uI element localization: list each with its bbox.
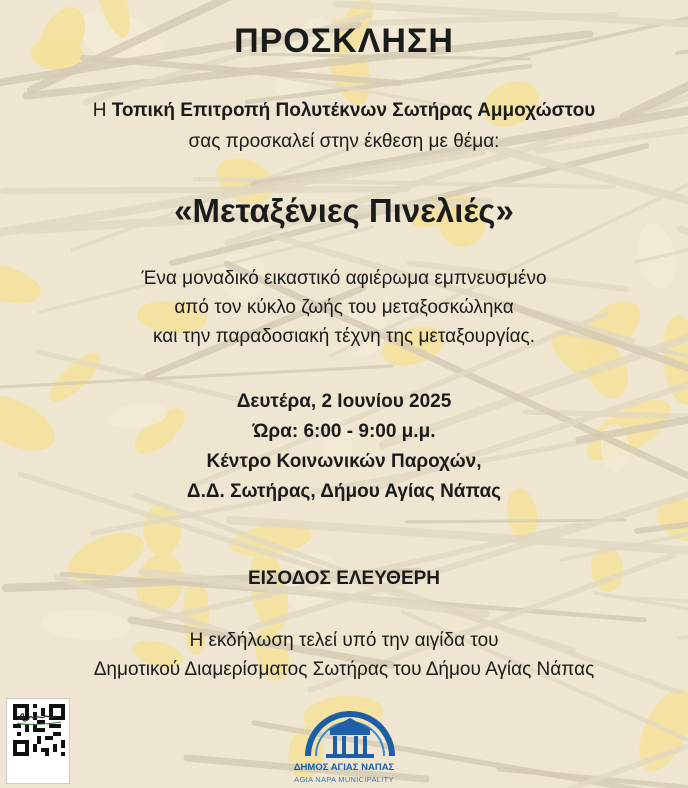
event-venue-location: Δ.Δ. Σωτήρας, Δήμου Αγίας Νάπας: [186, 481, 502, 502]
description-line: Ένα μοναδικό εικαστικό αφιέρωμα εμπνευσμένο: [141, 268, 547, 289]
patronage-line: Δημοτικού Διαμερίσματος Σωτήρας του Δήμου Αγίας Νάπας: [93, 659, 595, 680]
exhibition-title: «Μεταξένιες Πινελιές»: [174, 192, 514, 229]
event-time: Ώρα: 6:00 - 9:00 μ.μ.: [252, 421, 436, 442]
intro-prefix: Η: [92, 100, 112, 121]
municipality-logo-icon: [290, 700, 410, 786]
intro-line-2: σας προσκαλεί στην έκθεση με θέμα:: [188, 131, 500, 152]
description-line: και την παραδοσιακή τέχνη της μεταξουργίας.: [153, 326, 535, 347]
qr-signature-mark: [13, 704, 69, 728]
free-entry-notice: ΕΙΣΟΔΟΣ ΕΛΕΥΘΕΡΗ: [247, 568, 441, 589]
poster-title: ΠΡΟΣΚΛΗΣΗ: [234, 22, 454, 60]
municipality-name: ΔΗΜΟΣ ΑΓΙΑΣ ΝΑΠΑΣ: [293, 762, 395, 773]
event-date: Δευτέρα, 2 Ιουνίου 2025: [236, 391, 452, 412]
intro-line: [0, 100, 688, 122]
organization-name: Τοπική Επιτροπή Πολυτέκνων Σωτήρας Αμμοχώστου: [111, 100, 596, 121]
patronage-line: Η εκδήλωση τελεί υπό την αιγίδα του: [189, 630, 499, 651]
event-venue: Κέντρο Κοινωνικών Παροχών,: [206, 451, 482, 472]
municipality-subtitle: AGIA NAPA MUNICIPALITY: [294, 775, 394, 784]
qr-code-card[interactable]: [6, 698, 70, 784]
description-line: από τον κύκλο ζωής του μεταξοσκώληκα: [174, 297, 514, 318]
